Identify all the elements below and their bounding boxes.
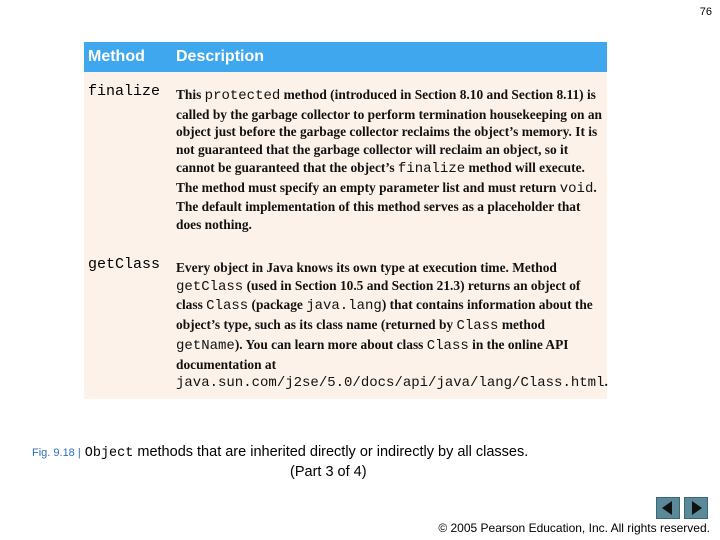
method-description-finalize: This protected method (introduced in Section 8.10 and Section 8.11) is called by the garbage collector to perform termination housekeeping on an object just before the garbage collector reclaims the object’s memory. It is not guaranteed that the garbage collector will reclaim an object, so it cannot be guaranteed that the object’s finalize method will execute. The method must specify an empty parameter list and must return void. The default implementation of this method serves as a placeholder that does nothing. — [176, 87, 602, 232]
inline-code: Class — [206, 298, 249, 315]
inline-code: Class — [456, 318, 499, 335]
method-name-getclass: getClass — [88, 256, 161, 273]
inline-code: finalize — [397, 160, 466, 177]
header-description: Description — [176, 48, 265, 65]
inline-code: java.lang — [306, 298, 382, 315]
methods-table — [84, 42, 607, 399]
caption-part: (Part 3 of 4) — [290, 464, 367, 480]
previous-slide-button[interactable] — [656, 497, 680, 519]
triangle-left-icon — [657, 498, 679, 518]
inline-code: protected — [204, 88, 281, 104]
inline-code: Class — [426, 337, 469, 354]
triangle-right-icon — [685, 498, 707, 518]
figure-caption — [32, 444, 528, 461]
copyright-notice: © 2005 Pearson Education, Inc. All rights reserved. — [438, 521, 710, 535]
inline-code: getClass — [176, 278, 244, 295]
inline-code: java.sun.com/j2se/5.0/docs/api/java/lang/Class.html — [176, 375, 605, 392]
figure-label: Fig. 9.18 | — [32, 447, 81, 459]
page-number: 76 — [699, 6, 712, 18]
inline-code: void — [559, 180, 594, 197]
header-method: Method — [88, 48, 145, 65]
caption-code: Object — [84, 446, 134, 461]
next-slide-button[interactable] — [684, 497, 708, 519]
table-header — [84, 42, 607, 72]
inline-code: getName — [176, 337, 235, 354]
method-description-getclass: Every object in Java knows its own type at execution time. Method getClass (used in Section 10.5 and Section 21.3) returns an object of class Class (package java.lang) that contains information about the object’s type, such as its class name (returned by Class method getName). You can learn more about class Class in the online API documentation at java.sun.com/j2se/5.0/docs/api/java/lang/Class.html. — [176, 260, 608, 392]
method-name-finalize: finalize — [88, 83, 161, 100]
caption-text: methods that are inherited directly or indirectly by all classes. — [133, 444, 529, 460]
